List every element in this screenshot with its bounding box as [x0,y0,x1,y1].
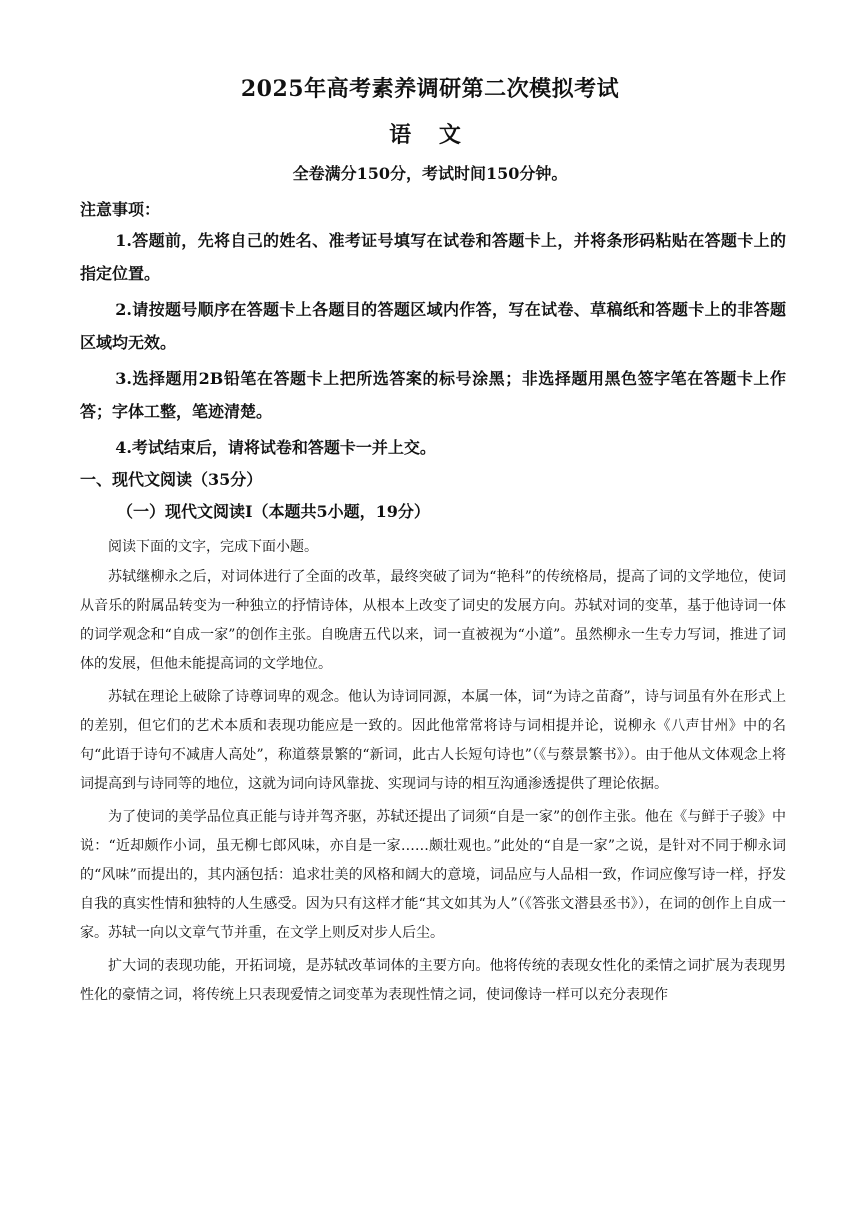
reading-passage [80,563,786,1014]
section-heading: 一、现代文阅读（35分） [80,470,263,489]
section-sub-heading: （一）现代文阅读Ⅰ（本题共5小题，19分） [117,502,430,521]
reading-instruction: 阅读下面的文字，完成下面小题。 [108,539,318,555]
notice-item-3: 3.选择题用2B铅笔在答题卡上把所选答案的标号涂黑；非选择题用黑色签字笔在答题卡上作答；字体工整，笔迹清楚。 [80,369,786,421]
passage-paragraph-2: 苏轼在理论上破除了诗尊词卑的观念。他认为诗词同源，本属一体，词“为诗之苗裔”，诗与词虽有外在形式上的差别，但它们的艺术本质和表现功能应是一致的。因此他常常将诗与词相提并论，说柳永《八声甘州》中的名句“此语于诗句不减唐人高处”，称道蔡景繁的“新词，此古人长短句诗也”（《与蔡景繁书》）。由于他从文体观念上将词提高到与诗同等的地位，这就为词向诗风靠拢、实现词与诗的相互沟通渗透提供了理论依据。 [80,689,786,792]
score-time-note: 全卷满分150分，考试时间150分钟。 [292,164,568,183]
notice-list [80,224,786,467]
passage-paragraph-1: 苏轼继柳永之后，对词体进行了全面的改革，最终突破了词为“艳科”的传统格局，提高了词的文学地位，使词从音乐的附属品转变为一种独立的抒情诗体，从根本上改变了词史的发展方向。苏轼对词的变革，基于他诗词一体的词学观念和“自成一家”的创作主张。自晚唐五代以来，词一直被视为“小道”。虽然柳永一生专力写词，推进了词体的发展，但他未能提高词的文学地位。 [80,569,786,672]
notice-heading: 注意事项： [80,200,161,219]
passage-paragraph-4: 扩大词的表现功能，开拓词境，是苏轼改革词体的主要方向。他将传统的表现女性化的柔情之词扩展为表现男性化的豪情之词，将传统上只表现爱情之词变革为表现性情之词，使词像诗一样可以充分表现作 [80,958,786,1003]
notice-item-2: 2.请按题号顺序在答题卡上各题目的答题区域内作答，写在试卷、草稿纸和答题卡上的非答题区域均无效。 [80,300,786,352]
exam-title: 2025年高考素养调研第二次模拟考试 [240,76,620,102]
notice-item-1: 1.答题前，先将自己的姓名、准考证号填写在试卷和答题卡上，并将条形码粘贴在答题卡上的指定位置。 [80,231,786,283]
passage-paragraph-3: 为了使词的美学品位真正能与诗并驾齐驱，苏轼还提出了词须“自是一家”的创作主张。他在《与鲜于子骏》中说：“近却颇作小词，虽无柳七郎风味，亦自是一家……颇壮观也。”此处的“自是一家”之说，是针对不同于柳永词的“风味”而提出的，其内涵包括：追求壮美的风格和阔大的意境，词品应与人品相一致，作词应像写诗一样，抒发自我的真实性情和独特的人生感受。因为只有这样才能“其文如其为人”（《答张文潜县丞书》），在词的创作上自成一家。苏轼一向以文章气节并重，在文学上则反对步人后尘。 [80,809,786,941]
subject-title: 语 文 [389,122,471,148]
notice-item-4: 4.考试结束后，请将试卷和答题卡一并上交。 [115,438,436,457]
